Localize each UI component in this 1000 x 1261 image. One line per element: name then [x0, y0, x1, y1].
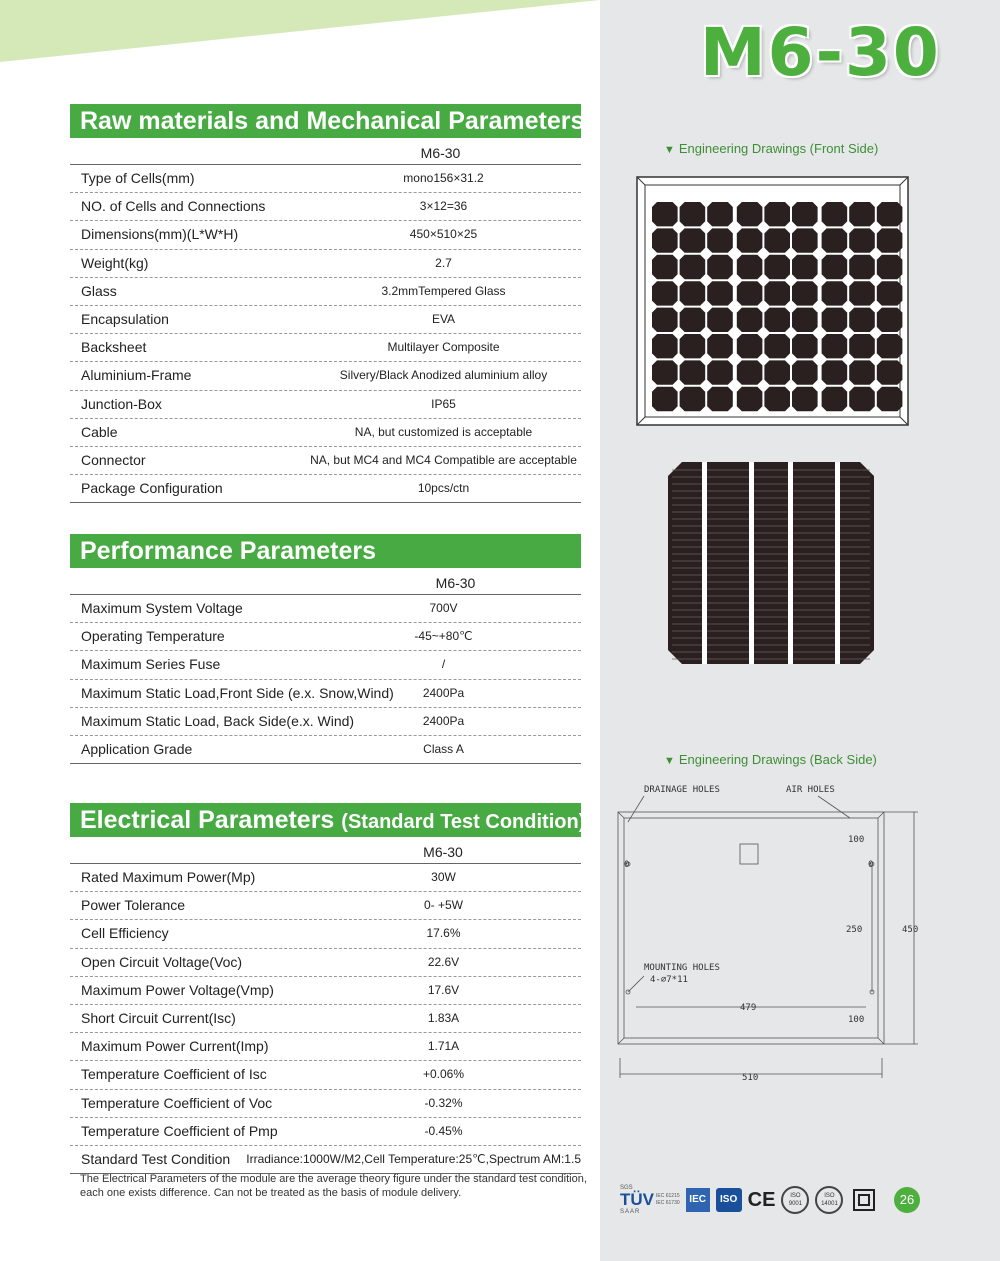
solar-cell: [737, 255, 763, 279]
triangle-down-icon: ▼: [664, 144, 675, 156]
iso9001-seal: ISO 9001: [781, 1186, 809, 1214]
table-row: [70, 165, 581, 193]
solar-cell: [764, 360, 790, 384]
top-decorative-stripe: [0, 0, 600, 62]
electrical-note: The Electrical Parameters of the module are the average theory figure under the standard test condition, each one exists difference. Can not be treated as the basis of module delivery.: [80, 1173, 587, 1199]
row-value: Class A: [423, 741, 464, 756]
solar-cell: [792, 202, 818, 226]
table-row: [70, 306, 581, 334]
solar-cell: [822, 387, 848, 411]
table-row: [70, 475, 581, 503]
solar-cell: [707, 360, 733, 384]
solar-cell: [822, 255, 848, 279]
row-value: Silvery/Black Anodized aluminium alloy: [339, 368, 548, 383]
dim-0-left: 0: [624, 860, 630, 870]
solar-cell: [822, 308, 848, 332]
row-label: Temperature Coefficient of Isc: [81, 1066, 267, 1083]
row-label: Rated Maximum Power(Mp): [81, 869, 256, 885]
drainage-holes-label: DRAINAGE HOLES: [644, 785, 720, 795]
iso14001-seal: ISO 14001: [815, 1186, 843, 1214]
solar-cell: [822, 228, 848, 252]
row-label: NO. of Cells and Connections: [81, 198, 266, 215]
row-label: Temperature Coefficient of Voc: [81, 1094, 273, 1111]
dim-450: 450: [902, 925, 919, 935]
row-label: Application Grade: [81, 740, 193, 757]
electrical-table: [70, 864, 581, 1174]
solar-cell: [849, 202, 875, 226]
iso-logo: ISO: [716, 1188, 742, 1212]
row-value: 17.6V: [427, 982, 460, 997]
table-row: [70, 278, 581, 306]
row-label: Type of Cells(mm): [81, 170, 195, 186]
row-label: Power Tolerance: [81, 897, 186, 914]
row-value: -45~+80℃: [414, 629, 473, 644]
solar-cell: [764, 387, 790, 411]
solar-cell: [737, 281, 763, 305]
table-row: [70, 623, 581, 651]
row-label: Maximum System Voltage: [81, 600, 243, 616]
row-value: 1.83A: [427, 1010, 460, 1025]
solar-cell: [792, 334, 818, 358]
solar-cell: [652, 228, 678, 252]
row-value: 450×510×25: [409, 227, 478, 242]
solar-cell: [792, 360, 818, 384]
solar-cell: [680, 360, 706, 384]
mechanical-section-title: Raw materials and Mechanical Parameters: [70, 104, 581, 138]
solar-cell: [792, 228, 818, 252]
solar-cell-drawing: [668, 462, 874, 664]
row-label: Short Circuit Current(Isc): [81, 1009, 236, 1026]
certification-logos: [620, 1184, 875, 1216]
row-label: Glass: [81, 282, 117, 299]
solar-cell: [849, 387, 875, 411]
table-row: [70, 708, 581, 736]
row-value: 17.6%: [426, 926, 461, 941]
solar-cell: [764, 281, 790, 305]
row-value: mono156×31.2: [403, 171, 484, 185]
row-value: NA, but customized is acceptable: [354, 424, 533, 439]
tuv-logo: [620, 1184, 680, 1216]
solar-cell: [680, 308, 706, 332]
solar-cell: [737, 228, 763, 252]
table-row: [70, 193, 581, 221]
back-drawing-label-text: Engineering Drawings (Back Side): [678, 752, 877, 767]
table-row: [70, 736, 581, 764]
solar-cell: [680, 202, 706, 226]
solar-cell: [652, 360, 678, 384]
row-value: 30W: [431, 870, 456, 884]
tuv-bottom-text: SAAR: [620, 1209, 641, 1215]
row-label: Maximum Static Load, Back Side(e.x. Wind): [81, 712, 355, 729]
performance-column-header: M6-30: [70, 568, 581, 595]
solar-cell: [792, 308, 818, 332]
solar-cell: [680, 387, 706, 411]
solar-cell: [737, 202, 763, 226]
row-value: 2400Pa: [422, 713, 465, 728]
row-label: Package Configuration: [81, 480, 223, 497]
table-row: [70, 1005, 581, 1033]
solar-cell: [792, 387, 818, 411]
row-label: Operating Temperature: [81, 628, 225, 645]
solar-cell: [849, 360, 875, 384]
row-label: Dimensions(mm)(L*W*H): [81, 226, 239, 243]
row-label: Cell Efficiency: [81, 925, 169, 942]
row-value: 3×12=36: [419, 199, 468, 214]
dim-510: 510: [742, 1073, 759, 1083]
solar-cell: [877, 360, 903, 384]
iec-logo: IEC: [686, 1188, 710, 1212]
solar-cell: [737, 360, 763, 384]
solar-cell: [652, 308, 678, 332]
solar-cell: [822, 334, 848, 358]
row-value: NA, but MC4 and MC4 Compatible are acceptable: [310, 452, 577, 467]
mechanical-section: [70, 104, 585, 503]
solar-cell: [652, 334, 678, 358]
table-row: [70, 595, 581, 623]
mechanical-table: [70, 165, 581, 503]
solar-cell: [849, 255, 875, 279]
solar-cell: [652, 281, 678, 305]
table-row: [70, 949, 581, 977]
solar-cell: [764, 255, 790, 279]
mechanical-column-header: M6-30: [70, 138, 581, 165]
row-value: 3.2mmTempered Glass: [381, 283, 506, 298]
solar-cell: [877, 387, 903, 411]
row-label: Maximum Static Load,Front Side (e.x. Snow,Wind): [81, 684, 394, 701]
table-row: [70, 1118, 581, 1146]
dim-0-right: 0: [868, 860, 874, 870]
solar-cell: [652, 387, 678, 411]
solar-cell: [877, 281, 903, 305]
solar-cell: [822, 202, 848, 226]
solar-cell: [680, 281, 706, 305]
electrical-title-subtitle: (Standard Test Condition): [341, 811, 586, 833]
performance-section-title: Performance Parameters: [70, 534, 581, 568]
triangle-down-icon: ▼: [664, 755, 675, 767]
table-row: [70, 391, 581, 419]
solar-cell: [707, 202, 733, 226]
electrical-title-text: Electrical Parameters: [80, 806, 335, 834]
solar-cell: [792, 255, 818, 279]
row-value: -0.45%: [424, 1123, 463, 1138]
dim-100-bottom: 100: [848, 1015, 865, 1025]
front-panel-drawing: [636, 176, 909, 426]
front-drawing-label-text: Engineering Drawings (Front Side): [678, 141, 879, 156]
row-label: Connector: [81, 451, 146, 468]
solar-cell: [707, 228, 733, 252]
table-row: [70, 977, 581, 1005]
table-row: [70, 651, 581, 679]
row-value: Multilayer Composite: [387, 340, 500, 355]
row-value: +0.06%: [422, 1067, 465, 1082]
solar-cell: [652, 202, 678, 226]
row-label: Maximum Power Current(Imp): [81, 1038, 269, 1055]
mounting-spec: 4-⌀7*11: [650, 975, 688, 985]
solar-cell: [849, 308, 875, 332]
air-holes-label: AIR HOLES: [786, 785, 835, 795]
table-row: [70, 250, 581, 278]
row-value: Irradiance:1000W/M2,Cell Temperature:25℃,Spectrum AM:1.5: [246, 1151, 581, 1166]
dim-100-top: 100: [848, 835, 865, 845]
row-value: -0.32%: [424, 1095, 463, 1110]
solar-cell: [877, 202, 903, 226]
solar-cell: [737, 308, 763, 332]
table-row: [70, 447, 581, 475]
electrical-section-title: [70, 803, 586, 837]
row-value: IP65: [431, 396, 456, 411]
row-label: Temperature Coefficient of Pmp: [81, 1122, 278, 1139]
row-value: 0- +5W: [423, 898, 463, 913]
solar-cell: [877, 334, 903, 358]
row-value: 2.7: [435, 255, 452, 270]
dim-479: 479: [740, 1003, 757, 1013]
table-row: [70, 1090, 581, 1118]
solar-cell: [737, 334, 763, 358]
row-label: Backsheet: [81, 339, 147, 356]
performance-section: [70, 534, 581, 764]
dim-250: 250: [846, 925, 863, 935]
tuv-main-text: TÜV: [620, 1190, 654, 1209]
performance-table: [70, 595, 581, 764]
solar-cell: [764, 228, 790, 252]
row-value: 1.71A: [427, 1039, 460, 1054]
solar-cell: [707, 387, 733, 411]
mounting-holes-label: MOUNTING HOLES: [644, 963, 720, 973]
row-label: Aluminium-Frame: [81, 367, 192, 384]
table-row: [70, 1146, 581, 1174]
solar-cell: [792, 281, 818, 305]
table-row: [70, 419, 581, 447]
solar-cell: [680, 228, 706, 252]
solar-cell: [680, 334, 706, 358]
row-label: Standard Test Condition: [81, 1150, 231, 1167]
table-row: [70, 892, 581, 920]
table-row: [70, 334, 581, 362]
solar-cell: [707, 334, 733, 358]
solar-cell: [707, 308, 733, 332]
solar-cell: [822, 360, 848, 384]
class-ii-icon: [853, 1189, 875, 1211]
solar-cell: [849, 228, 875, 252]
table-row: [70, 920, 581, 948]
tuv-standard-2: IEC 61730: [656, 1200, 680, 1206]
row-label: Weight(kg): [81, 254, 149, 271]
solar-cell: [707, 255, 733, 279]
table-row: [70, 864, 581, 892]
solar-cell: [707, 281, 733, 305]
table-row: [70, 362, 581, 390]
row-label: Maximum Series Fuse: [81, 656, 221, 673]
table-row: [70, 680, 581, 708]
ce-mark: CE: [747, 1188, 776, 1211]
solar-cell: [764, 202, 790, 226]
back-panel-drawing: [610, 778, 940, 1088]
electrical-section: [70, 803, 586, 1174]
table-row: [70, 1033, 581, 1061]
tuv-top-text: SGS: [620, 1185, 633, 1191]
row-label: Encapsulation: [81, 310, 169, 327]
row-value: EVA: [431, 311, 456, 326]
table-row: [70, 1061, 581, 1089]
row-label: Cable: [81, 423, 118, 440]
back-drawing-label: [664, 752, 877, 767]
row-value: 10pcs/ctn: [417, 481, 470, 496]
solar-cell: [849, 334, 875, 358]
row-value: /: [441, 657, 446, 672]
solar-cell: [680, 255, 706, 279]
row-label: Junction-Box: [81, 395, 162, 412]
table-row: [70, 221, 581, 249]
page-number: 26: [894, 1187, 920, 1213]
solar-cell: [822, 281, 848, 305]
solar-cell: [737, 387, 763, 411]
row-value: 700V: [429, 601, 458, 615]
solar-cell: [877, 255, 903, 279]
row-label: Open Circuit Voltage(Voc): [81, 953, 243, 970]
row-value: 2400Pa: [422, 685, 465, 700]
solar-cell: [877, 308, 903, 332]
front-drawing-label: [664, 141, 878, 156]
model-title: M6-30: [700, 14, 941, 91]
solar-cell: [849, 281, 875, 305]
solar-cell: [764, 334, 790, 358]
solar-cell: [652, 255, 678, 279]
tuv-standard-1: IEC 61215: [656, 1193, 680, 1199]
solar-cell: [877, 228, 903, 252]
row-value: 22.6V: [427, 954, 460, 969]
row-label: Maximum Power Voltage(Vmp): [81, 981, 274, 998]
electrical-column-header: M6-30: [70, 837, 581, 864]
solar-cell: [764, 308, 790, 332]
